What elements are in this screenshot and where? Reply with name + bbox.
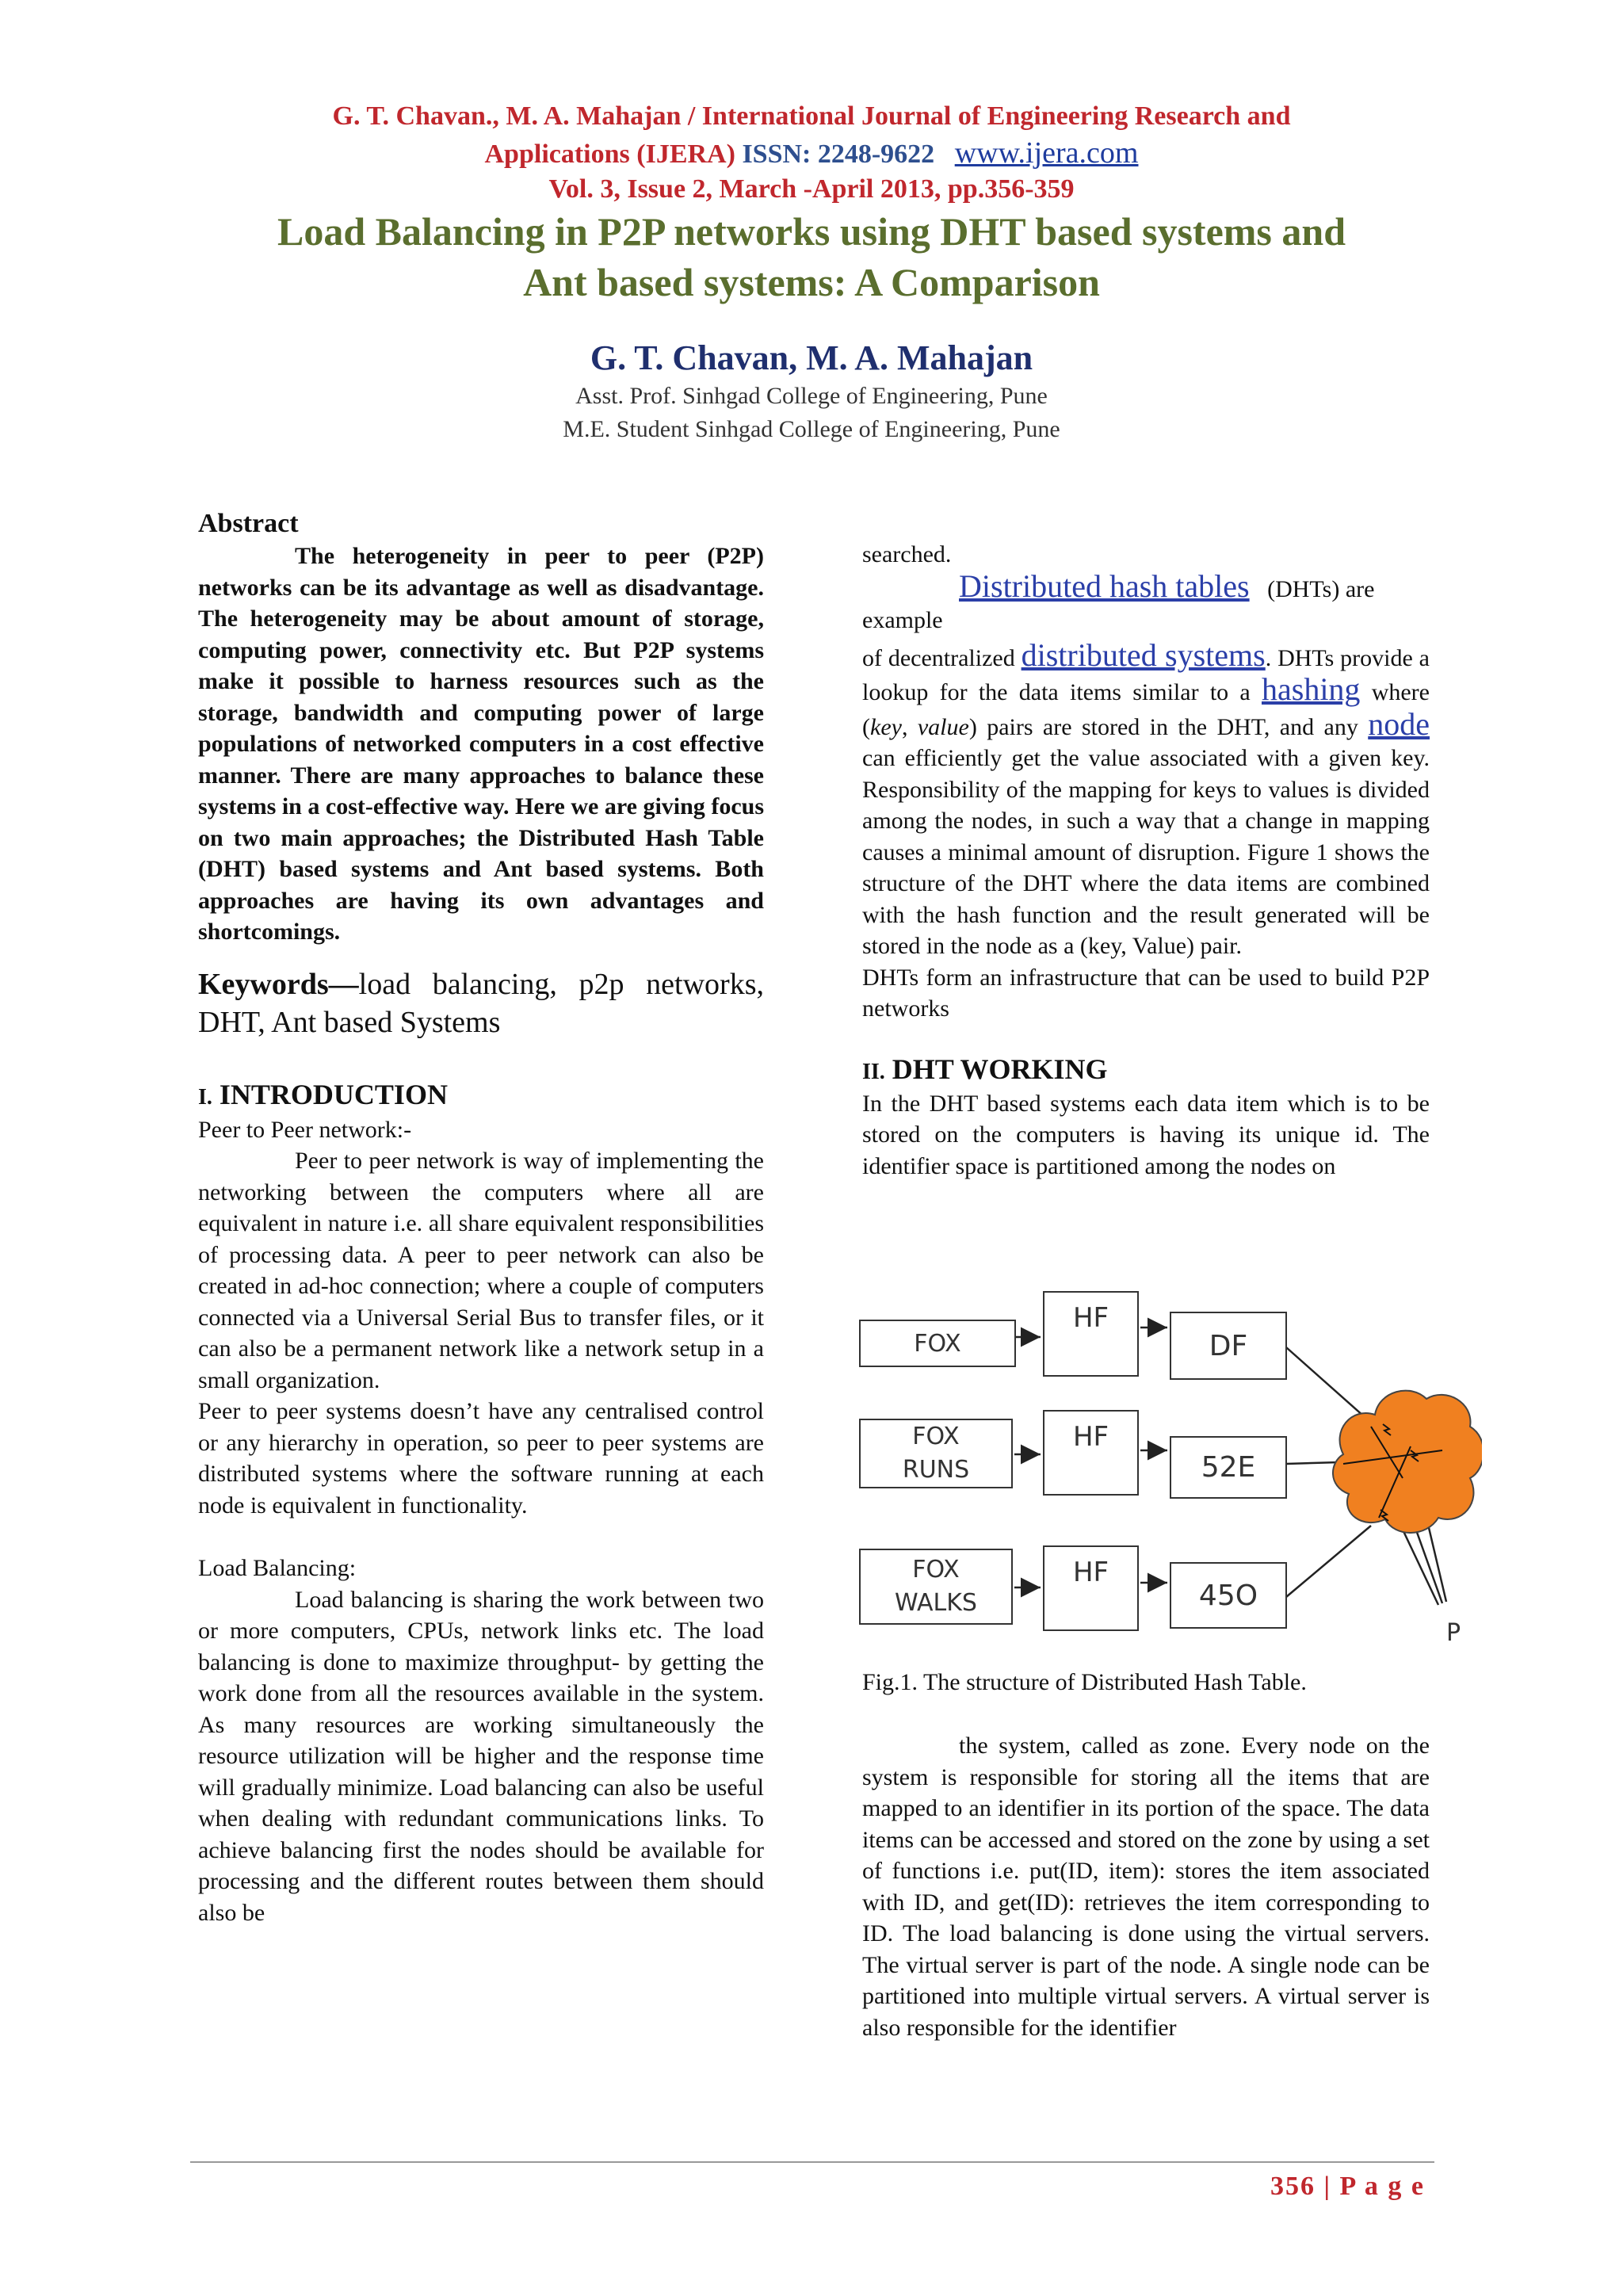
peer-label: P (1446, 1619, 1461, 1647)
section-intro-title: INTRODUCTION (219, 1078, 448, 1110)
affiliations (0, 380, 1623, 446)
link-distributed-systems[interactable]: distributed systems (1021, 636, 1266, 673)
text-of-decentralized: of decentralized (862, 644, 1015, 671)
journal-header-line1: G. T. Chavan., M. A. Mahajan / International Journal of Engineering Research and (332, 101, 1291, 131)
authors: G. T. Chavan, M. A. Mahajan (590, 338, 1033, 377)
text-searched: searched. (862, 541, 952, 567)
paper-title-line1: Load Balancing in P2P networks using DHT based systems and (277, 209, 1346, 254)
footer-divider (190, 2161, 1434, 2163)
journal-header-line2 (0, 135, 1623, 173)
keywords-label: Keywords— (198, 967, 359, 1001)
journal-name: Applications (IJERA) (484, 139, 735, 169)
dht-working-paragraph: In the DHT based systems each data item which is to be stored on the computers is having its unique id. The identifier space is partitioned among the nodes on (862, 1090, 1430, 1179)
left-column (198, 507, 764, 1928)
section-intro-number: I. (198, 1084, 212, 1110)
line-52e-to-cloud (1286, 1462, 1339, 1464)
issn: ISSN: 2248-9622 (742, 139, 935, 169)
section-intro-heading (198, 1078, 764, 1114)
output-box-2: 52E (1170, 1436, 1287, 1499)
input-box-1: FOX (859, 1320, 1016, 1367)
intro-paragraph-3: Load balancing is sharing the work between two or more computers, CPUs, network links etc. The load balancing is done to maximize throughput- by getting the work done from all the resources available in the system. As many resources are working simultaneously the resource utilization will be higher and the response time will gradually minimize. Load balancing can also be useful when dealing with redundant communications links. To achieve balancing first the nodes should be available for processing and the different routes between them should also be (198, 1586, 764, 1926)
text-example: example (862, 607, 943, 633)
dht-working-paragraph-2: the system, called as zone. Every node on the system is responsible for storing all the items that are mapped to an identifier in its portion of the space. The data items can be accessed and stored on the zone by using a set of functions i.e. put(ID, item): stores the item associated with ID, and get(ID): retrieves the item corresponding to ID. The load balancing is done using the virtual servers. The virtual server is part of the node. A single node can be partitioned into multiple virtual servers. A virtual server is also responsible for the identifier (862, 1733, 1430, 2041)
section-dht-number: II. (862, 1059, 885, 1084)
right-column-bottom (862, 1730, 1430, 2043)
input-box-2: FOX RUNS (859, 1419, 1013, 1488)
dht-intro-line (862, 567, 1430, 606)
figure-caption: Fig.1. The structure of Distributed Hash Table. (862, 1669, 1307, 1695)
output-box-1: DF (1170, 1312, 1287, 1380)
section-dht-working-heading (862, 1053, 1430, 1088)
hf-box-1: HF (1043, 1291, 1139, 1377)
link-hashing[interactable]: hashing (1262, 671, 1361, 707)
abstract-text: The heterogeneity in peer to peer (P2P) networks can be its advantage as well as disadvantage. The heterogeneity may be about amount of storage, computing power, connectivity etc. But P2P systems make it possible to harness resources such as the storage, bandwidth and computing power of large populations of networked computers in a cost effective manner. There are many approaches to balance these systems in a cost-effective way. Here we are giving focus on two main approaches; the Distributed Hash Table (DHT) based systems and Ant based systems. Both approaches are having its own advantages and shortcomings. (198, 543, 764, 945)
journal-volume: Vol. 3, Issue 2, March -April 2013, pp.356-359 (548, 174, 1075, 204)
affiliation-2: M.E. Student Sinhgad College of Engineering, Pune (563, 416, 1060, 442)
link-distributed-hash-tables[interactable]: Distributed hash tables (959, 567, 1250, 604)
intro-paragraph-1: Peer to peer network is way of implementing the networking between the computers where all are equivalent in nature i.e. all share equivalent responsibilities of processing data. A peer to peer network can also be created in ad-hoc connection; where a couple of computers connected via a Universal Serial Bus to transfer files, or it can also be a permanent network like a network setup in a small organization. (198, 1148, 764, 1393)
output-box-3: 45O (1170, 1562, 1287, 1629)
figure-dht-structure (856, 1288, 1482, 1652)
line-45o-to-cloud (1286, 1526, 1371, 1597)
intro-paragraph-2: Peer to peer systems doesn’t have any centralised control or any hierarchy in operation, so peer to peer systems are distributed systems where the software running at each node is equivalent in functionality. (198, 1398, 764, 1519)
node-after-text: can efficiently get the value associated with a given key. Responsibility of the mapping for keys to values is divided among the nodes, in such a way that a change in mapping causes a minimal amount of disruption. Figure 1 shows the structure of the DHT where the data items are combined with the hash function and the result generated will be stored in the node as a (key, Value) pair. (862, 745, 1430, 959)
dht-after-text: (DHTs) are (1267, 575, 1375, 602)
text-value: value (917, 713, 969, 740)
link-node[interactable]: node (1368, 705, 1430, 742)
keywords-text: load balancing, p2p networks, DHT, Ant based Systems (198, 967, 764, 1039)
section-dht-title: DHT WORKING (892, 1052, 1108, 1085)
paper-title-line2: Ant based systems: A Comparison (523, 260, 1100, 304)
right-column-top (862, 539, 1430, 1182)
text-key: key (870, 713, 902, 740)
dht-paragraph-2: DHTs form an infrastructure that can be used to build P2P networks (862, 964, 1430, 1022)
abstract-heading: Abstract (198, 509, 299, 538)
intro-subheading-load-balancing: Load Balancing: (198, 1555, 357, 1581)
line-df-to-cloud (1286, 1347, 1371, 1423)
hf-box-3: HF (1043, 1545, 1139, 1631)
journal-url-link[interactable]: www.ijera.com (954, 136, 1139, 170)
ds-after-text: . DHTs provide a lookup for the data items similar to a (862, 644, 1430, 705)
affiliation-1: Asst. Prof. Sinhgad College of Engineering, Pune (575, 383, 1048, 409)
pairs-text: ) pairs are stored in the DHT, and any (968, 713, 1358, 740)
dht-description (862, 636, 1430, 962)
page-number: 356 | P a g e (1270, 2172, 1425, 2201)
intro-subheading-p2p: Peer to Peer network:- (198, 1116, 412, 1143)
input-box-3: FOX WALKS (859, 1549, 1013, 1625)
text-comma: , (901, 713, 918, 740)
hashing-after-text: where ( (862, 679, 1430, 740)
keywords (198, 965, 764, 1041)
paper-title (0, 206, 1623, 308)
hf-box-2: HF (1043, 1410, 1139, 1496)
